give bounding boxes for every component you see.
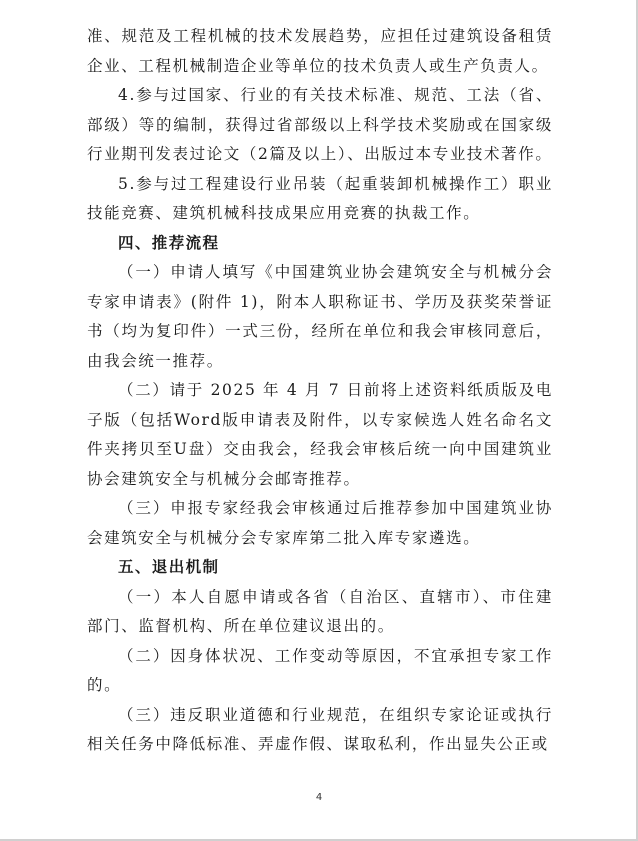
- paragraph-exit-3: （三）违反职业道德和行业规范，在组织专家论证或执行相关任务中降低标准、弄虚作假、谋取私利，作出显失公正或: [87, 705, 553, 753]
- page-number: 4: [315, 792, 323, 803]
- paragraph-process-3: （三）申报专家经我会审核通过后推荐参加中国建筑业协会建筑安全与机械分会专家库第二批入库专家遴选。: [87, 499, 553, 547]
- paragraph-requirement-5: 5.参与过工程建设行业吊装（起重装卸机械操作工）职业技能竞赛、建筑机械科技成果应用竞赛的执裁工作。: [87, 174, 553, 222]
- section-heading-exit-mechanism: 五、退出机制: [118, 558, 220, 576]
- paragraph-process-2: （二）请于 2025 年 4 月 7 日前将上述资料纸质版及电子版（包括Word版申请表及附件，以专家候选人姓名命名文件夹拷贝至U盘）交由我会，经我会审核后统一向中国建筑业协会建筑安全与机械分会邮寄推荐。: [87, 381, 553, 488]
- paragraph-process-1: （一）申请人填写《中国建筑业协会建筑安全与机械分会专家申请表》(附件 1)，附本人职称证书、学历及获奖荣誉证书（均为复印件）一式三份，经所在单位和我会审核同意后，由我会统一推荐。: [87, 263, 553, 370]
- paragraph-exit-2: （二）因身体状况、工作变动等原因，不宜承担专家工作的。: [87, 646, 553, 694]
- paragraph-exit-1: （一）本人自愿申请或各省（自治区、直辖市）、市住建部门、监督机构、所在单位建议退出的。: [87, 587, 553, 635]
- document-body: [87, 22, 553, 760]
- paragraph-requirement-4: 4.参与过国家、行业的有关技术标准、规范、工法（省、部级）等的编制，获得过省部级以上科学技术奖励或在国家级行业期刊发表过论文（2篇及以上）、出版过本专业技术著作。: [87, 86, 553, 163]
- paragraph-requirements-3-continued: 准、规范及工程机械的技术发展趋势，应担任过建筑设备租赁企业、工程机械制造企业等单位的技术负责人或生产负责人。: [87, 27, 553, 75]
- section-heading-recommendation-process: 四、推荐流程: [118, 233, 220, 252]
